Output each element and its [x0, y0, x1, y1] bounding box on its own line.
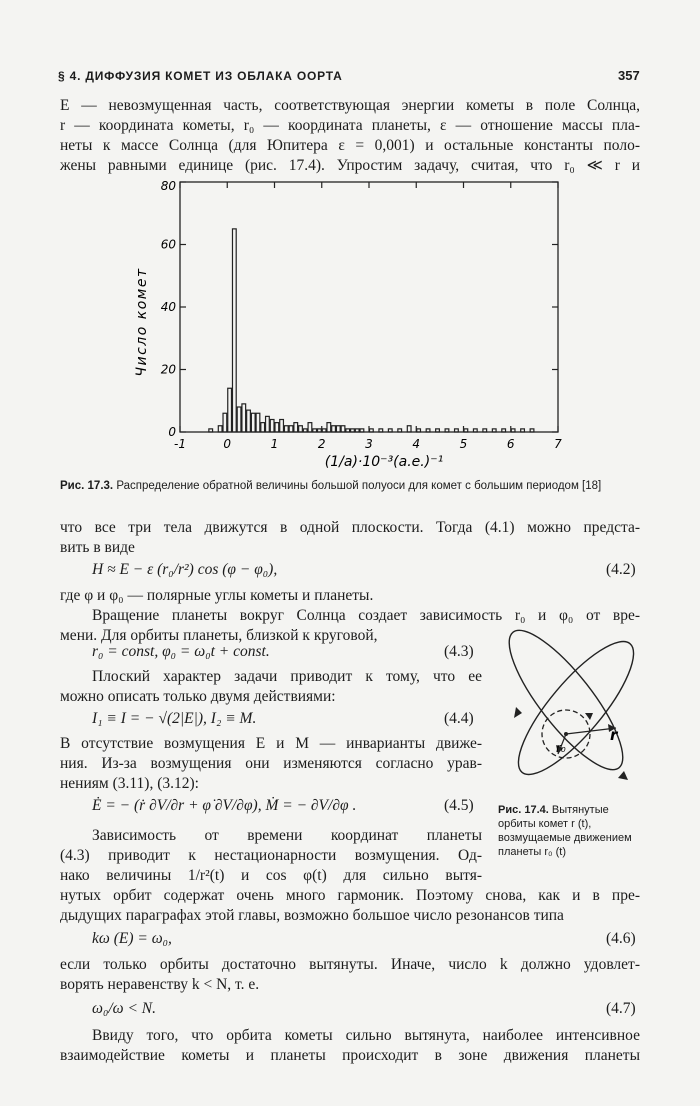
histogram-bar [473, 429, 477, 432]
histogram-bar [299, 426, 303, 432]
page-number: 357 [618, 68, 640, 83]
histogram-bar [464, 429, 468, 432]
histogram-bar [455, 429, 459, 432]
comet-orbit-1 [493, 616, 640, 784]
y-tick-label: 60 [160, 237, 176, 252]
text-line: взаимодействие кометы и планеты происходит в зоне движения планеты [60, 1047, 640, 1064]
histogram-bar [492, 429, 496, 432]
orbit-diagram [492, 612, 652, 798]
label-r: r [610, 726, 618, 744]
histogram-bar [502, 429, 506, 432]
figure-caption-label: Рис. 17.4. [498, 804, 549, 816]
histogram-bar [209, 429, 213, 432]
text-line: В отсутствие возмущения E и M — инварианты движе- [60, 735, 482, 752]
text-line: r — координата кометы, r₀ — координата планеты, ε — отношение массы пла- [60, 117, 640, 134]
histogram-bar [318, 429, 322, 432]
text-line: (4.3) приводит к нестационарности возмущения. Од- [60, 847, 482, 864]
text-line: Ввиду того, что орбита кометы сильно вытянута, наиболее интенсивное [92, 1027, 640, 1044]
histogram-bar [270, 420, 274, 433]
figure-caption [60, 479, 640, 494]
comet-orbit-2 [502, 627, 650, 789]
histogram-bar [266, 416, 270, 432]
text-line: нако величины 1/r²(t) и cos φ(t) для сильно вытя- [60, 867, 482, 884]
histogram-bar [261, 423, 265, 432]
figure-caption [498, 803, 642, 859]
text-line: можно описать только двумя действиями: [60, 688, 336, 705]
histogram-bar [284, 426, 288, 432]
histogram-bar [355, 429, 359, 432]
equation-number: (4.7) [606, 1000, 636, 1017]
text-line: нутых орбит содержат очень много гармоник. Поэтому снова, как и в пре- [60, 887, 640, 904]
histogram-bar [303, 429, 307, 432]
radius-vector-r [566, 728, 616, 734]
x-tick-label: 4 [412, 437, 421, 451]
text-line: нениям (3.11), (3.12): [60, 775, 199, 792]
histogram-chart [120, 176, 590, 472]
x-axis-label: (1/a)·10⁻³(а.е.)⁻¹ [324, 454, 444, 470]
equation-4-2: H ≈ E − ε (r₀/r²) cos (φ − φ₀), [92, 561, 278, 578]
text-line: жены равными единице (рис. 17.4). Упростим задачу, считая, что r₀ ≪ r и [60, 157, 640, 174]
text-line: ворять неравенству k < N, т. е. [60, 976, 260, 993]
equation-4-3: r₀ = const, φ₀ = ω₀t + const. [92, 643, 270, 660]
histogram-bar [237, 407, 241, 432]
figure-caption-text: Вытянутые орбиты комет r (t), возмущаемые движением планеты r₀ (t) [498, 804, 632, 858]
y-tick-label: 0 [168, 425, 176, 439]
histogram-bar [336, 426, 340, 432]
equation-number: (4.4) [444, 710, 474, 727]
histogram-bar [232, 229, 236, 432]
y-axis-label: Число комет [134, 267, 150, 377]
histogram-bar [308, 423, 312, 432]
histogram-bar [242, 404, 246, 432]
equation-number: (4.3) [444, 643, 474, 660]
x-tick-label: 7 [554, 437, 562, 451]
histogram-bar [436, 429, 440, 432]
histogram-bar [280, 420, 284, 433]
text-line: дыдущих параграфах этой главы, возможно большое число резонансов типа [60, 907, 564, 924]
y-tick-label: 20 [160, 362, 176, 377]
text-line: Зависимость от времени координат планеты [92, 827, 482, 844]
histogram-bar [322, 429, 326, 432]
equation-4-7: ω₀/ω < N. [92, 1000, 157, 1017]
histogram-bar [223, 413, 227, 432]
histogram-bar [341, 426, 345, 432]
histogram-bar [483, 429, 487, 432]
histogram-bar [388, 429, 392, 432]
y-tick-label: 40 [160, 300, 176, 314]
orbit-direction-arrow [514, 707, 522, 718]
text-line: если только орбиты достаточно вытянуты. Иначе, число k должно удовлет- [60, 956, 640, 973]
equation-4-5: Ė = − (ṙ ∂V/∂r + φ̇ ∂V/∂φ), Ṁ = − ∂V/∂φ . [92, 797, 357, 814]
text-line: Вращение планеты вокруг Солнца создает зависимость r₀ и φ₀ от вре- [92, 607, 640, 624]
histogram-bar [332, 426, 336, 432]
running-header: § 4. ДИФФУЗИЯ КОМЕТ ИЗ ОБЛАКА ООРТА [58, 69, 343, 83]
histogram-bar [247, 410, 251, 432]
histogram-bar [351, 429, 355, 432]
text-line: E — невозмущенная часть, соответствующая энергии кометы в поле Солнца, [60, 97, 640, 114]
histogram-bar [228, 388, 232, 432]
histogram-bar [218, 426, 222, 432]
y-tick-label: 80 [160, 179, 176, 193]
histogram-bar [289, 426, 293, 432]
histogram-bar [370, 429, 374, 432]
orbit-direction-arrow [618, 771, 628, 780]
histogram-bar [313, 429, 317, 432]
histogram-bar [511, 429, 515, 432]
histogram-bar [530, 429, 534, 432]
equation-number: (4.6) [606, 930, 636, 947]
x-tick-label: 6 [506, 437, 515, 451]
histogram-bar [407, 426, 411, 432]
text-line: где φ и φ₀ — полярные углы кометы и планеты. [60, 587, 374, 604]
histogram-bar [360, 429, 364, 432]
histogram-bar [398, 429, 402, 432]
text-line: мени. Для орбиты планеты, близкой к круговой, [60, 627, 378, 644]
label-r0: r₀ [556, 741, 566, 755]
equation-number: (4.2) [606, 561, 636, 578]
histogram-bar [327, 423, 331, 432]
text-line: что все три тела движутся в одной плоскости. Тогда (4.1) можно предста- [60, 519, 640, 536]
text-line: ния. Из-за возмущения они изменяются согласно урав- [60, 755, 482, 772]
text-line: неты к массе Солнца (для Юпитера ε = 0,001) и остальные константы поло- [60, 137, 640, 154]
chart-bars [209, 229, 534, 432]
x-tick-label: 3 [365, 437, 373, 451]
text-line: вить в виде [60, 539, 135, 556]
histogram-bar [445, 429, 449, 432]
equation-4-6: kω (E) = ω₀, [92, 930, 172, 947]
equation-number: (4.5) [444, 797, 474, 814]
histogram-bar [521, 429, 525, 432]
histogram-bar [379, 429, 383, 432]
histogram-bar [346, 429, 350, 432]
text-line: Плоский характер задачи приводит к тому, что ее [92, 668, 482, 685]
x-tick-label: 5 [459, 437, 468, 451]
histogram-bar [275, 423, 279, 432]
x-tick-label: -1 [174, 437, 186, 451]
x-tick-label: 1 [270, 437, 279, 451]
histogram-bar [294, 423, 298, 432]
histogram-bar [417, 429, 421, 432]
histogram-bar [256, 413, 260, 432]
x-tick-label: 0 [223, 437, 232, 451]
figure-caption-label: Рис. 17.3. [60, 480, 114, 492]
histogram-bar [251, 413, 255, 432]
figure-caption-text: Распределение обратной величины большой полуоси для комет с большим периодом [18] [116, 480, 602, 492]
chart-labels [161, 179, 562, 451]
orbit-direction-arrow [585, 713, 593, 720]
x-tick-label: 2 [317, 437, 326, 451]
histogram-bar [426, 429, 430, 432]
equation-4-4: I₁ ≡ I = − √(2|E|), I₂ ≡ M. [92, 710, 257, 727]
